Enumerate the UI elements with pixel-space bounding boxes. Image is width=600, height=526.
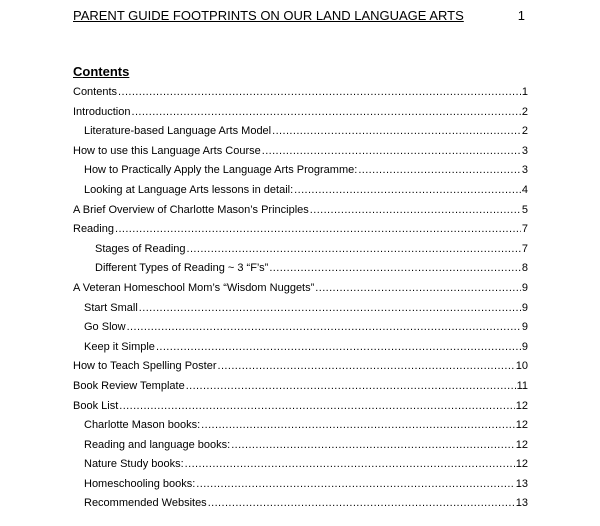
toc-entry-page: 11	[516, 379, 528, 392]
toc-entry[interactable]	[73, 240, 528, 260]
toc-entry[interactable]	[73, 416, 528, 436]
toc-entry-page: 2	[521, 105, 528, 118]
toc-entry-page: 7	[521, 242, 528, 255]
toc-dot-leader	[208, 494, 515, 514]
toc-entry[interactable]	[73, 299, 528, 319]
toc-dot-leader	[119, 397, 515, 417]
toc-entry[interactable]	[73, 455, 528, 475]
toc-entry-page: 3	[521, 144, 528, 157]
toc-entry-title: Reading and language books:	[84, 438, 231, 451]
toc-dot-leader	[358, 161, 521, 181]
toc-entry[interactable]	[73, 161, 528, 181]
toc-entry[interactable]	[73, 201, 528, 221]
toc-entry[interactable]	[73, 338, 528, 358]
toc-entry-page: 9	[521, 281, 528, 294]
toc-entry-page: 9	[521, 301, 528, 314]
toc-entry-page: 8	[521, 262, 528, 275]
toc-dot-leader	[294, 181, 521, 201]
toc-entry-title: Start Small	[84, 301, 138, 314]
toc-entry-page: 2	[521, 125, 528, 138]
toc-entry-page: 12	[515, 458, 528, 471]
contents-heading: Contents	[73, 64, 130, 79]
toc-entry[interactable]	[73, 103, 528, 123]
toc-dot-leader	[310, 201, 521, 221]
toc-entry-title: How to Practically Apply the Language Arts Programme:	[84, 164, 358, 177]
toc-entry-page: 10	[515, 360, 528, 373]
toc-entry[interactable]	[73, 475, 528, 495]
toc-entry-page: 1	[521, 86, 528, 98]
toc-entry-title: Book List	[73, 399, 119, 412]
toc-entry-page: 12	[515, 438, 528, 451]
table-of-contents	[73, 83, 528, 514]
toc-entry[interactable]	[73, 318, 528, 338]
toc-entry[interactable]	[73, 259, 528, 279]
toc-entry-page: 7	[521, 223, 528, 236]
toc-entry[interactable]	[73, 436, 528, 456]
toc-entry-title: Recommended Websites	[84, 497, 207, 510]
toc-entry-title: How to use this Language Arts Course	[73, 144, 261, 157]
toc-entry-page: 9	[521, 321, 528, 334]
toc-entry-page: 12	[515, 419, 528, 432]
toc-dot-leader	[131, 103, 520, 123]
toc-entry-title: Charlotte Mason books:	[84, 419, 201, 432]
toc-entry-title: Literature-based Language Arts Model	[84, 125, 272, 138]
toc-dot-leader	[201, 416, 515, 436]
toc-entry[interactable]	[73, 494, 528, 514]
toc-entry[interactable]	[73, 142, 528, 162]
toc-dot-leader	[187, 240, 521, 260]
toc-dot-leader	[185, 455, 515, 475]
toc-entry-title: Go Slow	[84, 321, 126, 334]
toc-entry-page: 12	[515, 399, 528, 412]
toc-dot-leader	[218, 357, 515, 377]
toc-entry-title: Contents	[73, 86, 118, 98]
toc-entry-title: Homeschooling books:	[84, 477, 196, 490]
toc-dot-leader	[262, 142, 521, 162]
toc-dot-leader	[127, 318, 521, 338]
toc-entry-title: A Veteran Homeschool Mom’s “Wisdom Nuggets”	[73, 281, 315, 294]
toc-entry-page: 4	[521, 183, 528, 196]
toc-entry-title: Different Types of Reading ~ 3 “F’s”	[95, 262, 269, 275]
toc-dot-leader	[186, 377, 516, 397]
toc-entry-page: 13	[515, 477, 528, 490]
toc-dot-leader	[272, 122, 521, 142]
toc-entry[interactable]	[73, 83, 528, 103]
toc-entry-title: Nature Study books:	[84, 458, 184, 471]
toc-entry[interactable]	[73, 279, 528, 299]
toc-entry-title: How to Teach Spelling Poster	[73, 360, 217, 373]
toc-entry-title: A Brief Overview of Charlotte Mason’s Principles	[73, 203, 309, 216]
toc-dot-leader	[115, 220, 521, 240]
toc-entry[interactable]	[73, 397, 528, 417]
toc-entry-title: Looking at Language Arts lessons in detail:	[84, 183, 294, 196]
toc-dot-leader	[139, 299, 521, 319]
toc-dot-leader	[269, 259, 521, 279]
toc-entry[interactable]	[73, 220, 528, 240]
toc-dot-leader	[196, 475, 514, 495]
toc-entry[interactable]	[73, 377, 528, 397]
toc-dot-leader	[315, 279, 521, 299]
toc-entry-page: 3	[521, 164, 528, 177]
document-title: PARENT GUIDE FOOTPRINTS ON OUR LAND LANGUAGE ARTS	[73, 8, 464, 23]
toc-dot-leader	[231, 436, 515, 456]
toc-dot-leader	[118, 83, 521, 103]
toc-dot-leader	[156, 338, 521, 358]
toc-entry[interactable]	[73, 357, 528, 377]
toc-entry[interactable]	[73, 122, 528, 142]
toc-entry-page: 9	[521, 340, 528, 353]
page-number: 1	[517, 8, 525, 23]
toc-entry-title: Introduction	[73, 105, 131, 118]
toc-entry[interactable]	[73, 181, 528, 201]
toc-entry-page: 5	[521, 203, 528, 216]
toc-entry-title: Stages of Reading	[95, 242, 186, 255]
toc-entry-title: Reading	[73, 223, 114, 236]
toc-entry-title: Book Review Template	[73, 379, 185, 392]
page-header	[73, 8, 528, 24]
toc-entry-title: Keep it Simple	[84, 340, 155, 353]
toc-entry-page: 13	[515, 497, 528, 510]
